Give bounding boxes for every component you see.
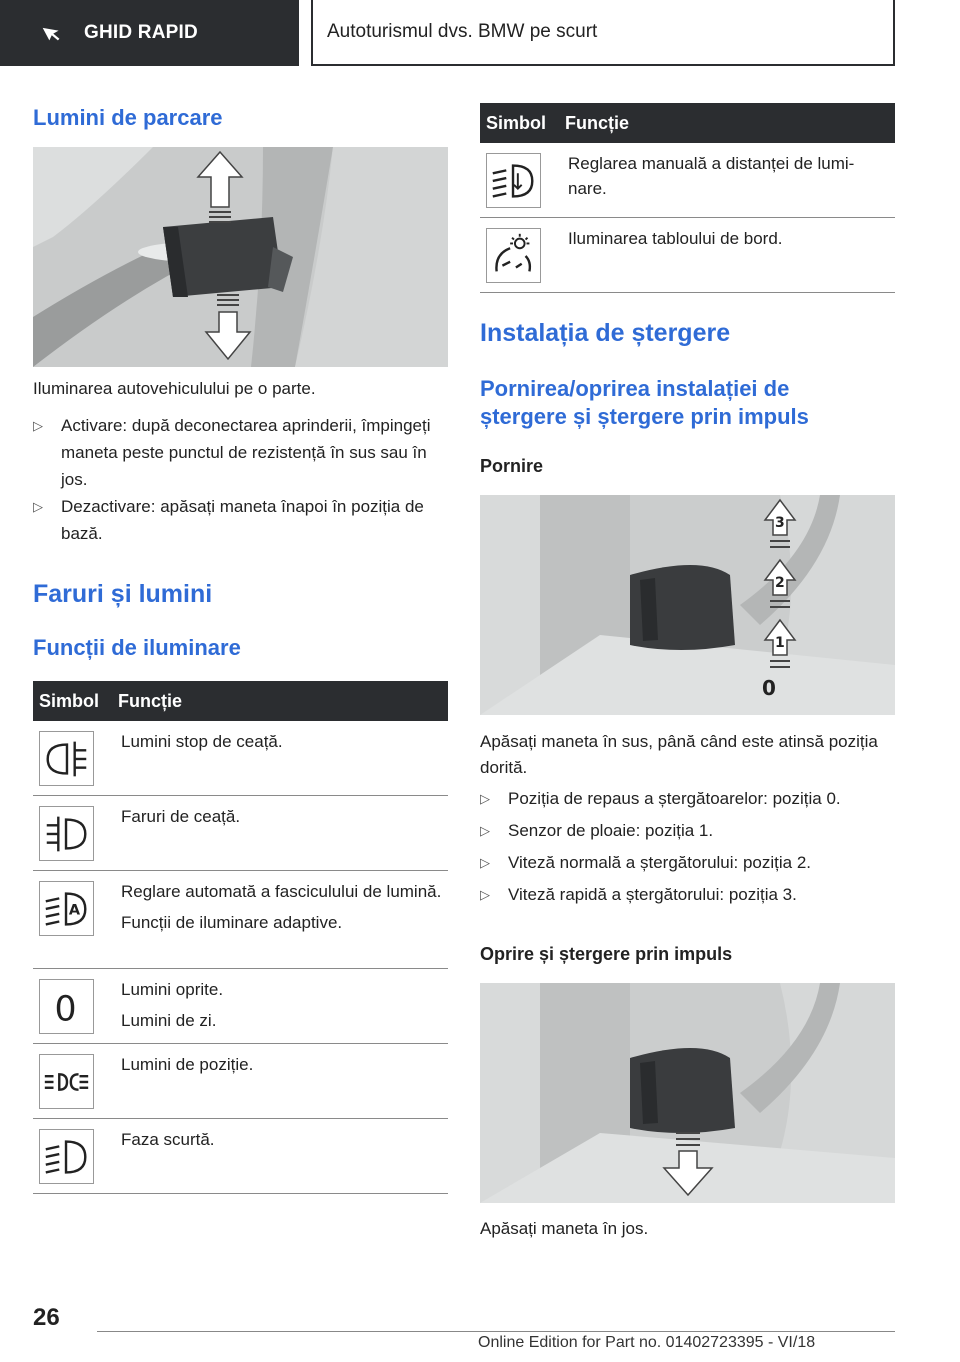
parking-bullet: [33, 412, 448, 493]
start-bullet-text: Senzor de ploaie: poziția 1.: [508, 821, 714, 840]
function-description: Lumini de zi.: [121, 1011, 217, 1030]
row-text: [568, 226, 889, 257]
stop-heading: Oprire și ștergere prin impuls: [480, 944, 733, 964]
auto-headlight-icon: [39, 881, 94, 936]
function-description: Funcții de iluminare adaptive.: [121, 913, 343, 932]
start-bullet: [480, 785, 895, 812]
row-text: [121, 729, 442, 760]
header-quick-guide-tab: [0, 0, 299, 66]
header-section-tab: [311, 0, 895, 66]
start-caption: Apăsați maneta în sus, până când este atinsă poziția dorită.: [480, 732, 878, 777]
function-description: Faza scurtă.: [121, 1130, 215, 1149]
table-header: [480, 103, 895, 143]
parking-lights-heading: Lumini de parcare: [33, 105, 223, 130]
start-heading: Pornire: [480, 456, 544, 476]
column-header-symbol: Simbol: [39, 690, 100, 711]
table-row: [33, 969, 448, 1044]
function-description: Lumini oprite.: [121, 980, 224, 999]
page-number: 26: [33, 1304, 60, 1331]
parking-lights-icon: [39, 1054, 94, 1109]
table-row: [33, 1119, 448, 1194]
bullet-triangle-icon: ▷: [480, 887, 490, 902]
lighting-symbol-table-continued: [480, 103, 895, 293]
parking-bullet-text: Activare: după deconectarea aprinderii, împingeți maneta peste punctul de rezistență în sus sau în jos.: [61, 416, 431, 489]
row-text: [121, 804, 442, 835]
table-row: [33, 1044, 448, 1119]
rear-fog-light-icon: [39, 731, 94, 786]
table-row: [33, 796, 448, 871]
function-description: Faruri de ceață.: [121, 807, 241, 826]
column-header-symbol: Simbol: [486, 112, 547, 133]
parking-bullet: [33, 493, 448, 547]
instrument-lighting-icon: [486, 228, 541, 283]
lighting-symbol-table: [33, 681, 448, 1194]
bullet-triangle-icon: ▷: [33, 499, 43, 514]
table-row: [480, 143, 895, 218]
quick-guide-label: GHID RAPID: [84, 22, 198, 43]
table-header: [33, 681, 448, 721]
lighting-functions-heading: Funcții de iluminare: [33, 635, 241, 660]
row-text: [121, 977, 442, 1039]
start-bullet: [480, 817, 895, 844]
wiper-lever-down-figure: [480, 983, 895, 1203]
function-description: Iluminarea tabloului de bord.: [568, 229, 783, 248]
edition-footer: Online Edition for Part no. 01402723395 - VI/18: [478, 1334, 816, 1351]
start-bullet-text: Viteză rapidă a ștergătorului: poziția 3.: [508, 885, 797, 904]
function-description: Reglarea manuală a distanței de lumi-nare.: [568, 154, 855, 198]
row-text: [121, 1127, 442, 1158]
position-2-label: 2: [775, 575, 785, 591]
function-description: Lumini stop de ceață.: [121, 732, 283, 751]
table-row: [480, 218, 895, 293]
section-title: Autoturismul dvs. BMW pe scurt: [327, 21, 598, 42]
parking-bullet-text: Dezactivare: apăsați maneta înapoi în poziția de bază.: [61, 497, 424, 543]
lights-off-icon: [39, 979, 94, 1034]
row-text: [121, 1052, 442, 1083]
start-bullet-text: Viteză normală a ștergătorului: poziția 2.: [508, 853, 812, 872]
footer-divider: [97, 1331, 895, 1332]
bullet-triangle-icon: ▷: [480, 791, 490, 806]
start-bullet: [480, 881, 895, 908]
low-beam-icon: [39, 1129, 94, 1184]
function-description: Reglare automată a fasciculului de lumină.: [121, 882, 442, 901]
bullet-triangle-icon: ▷: [480, 855, 490, 870]
wiper-subheading: Pornirea/oprirea instalației de ștergere și ștergere prin impuls: [480, 376, 809, 429]
position-3-label: 3: [775, 515, 785, 531]
headlight-range-icon: [486, 153, 541, 208]
row-text: [121, 879, 442, 941]
row-text: [568, 151, 889, 207]
parking-caption: Iluminarea autovehiculului pe o parte.: [33, 379, 316, 398]
table-row: [33, 721, 448, 796]
lights-heading: Faruri și lumini: [33, 580, 213, 608]
function-description: Lumini de poziție.: [121, 1055, 254, 1074]
parking-lever-figure: [33, 147, 448, 367]
position-1-label: 1: [775, 635, 785, 651]
front-fog-light-icon: [39, 806, 94, 861]
stop-caption: Apăsați maneta în jos.: [480, 1219, 649, 1238]
start-bullet-text: Poziția de repaus a ștergătoarelor: poziția 0.: [508, 789, 841, 808]
table-row: [33, 871, 448, 969]
bullet-triangle-icon: ▷: [480, 823, 490, 838]
cursor-click-icon: [40, 21, 64, 45]
svg-text:A: A: [68, 902, 81, 919]
bullet-triangle-icon: ▷: [33, 418, 43, 433]
svg-text:0: 0: [54, 989, 77, 1030]
column-header-function: Funcție: [565, 112, 630, 133]
wiper-heading: Instalația de ștergere: [480, 319, 731, 347]
column-header-function: Funcție: [118, 690, 183, 711]
position-0-label: 0: [762, 676, 776, 700]
wiper-lever-up-figure: [480, 495, 895, 715]
start-bullet: [480, 849, 895, 876]
